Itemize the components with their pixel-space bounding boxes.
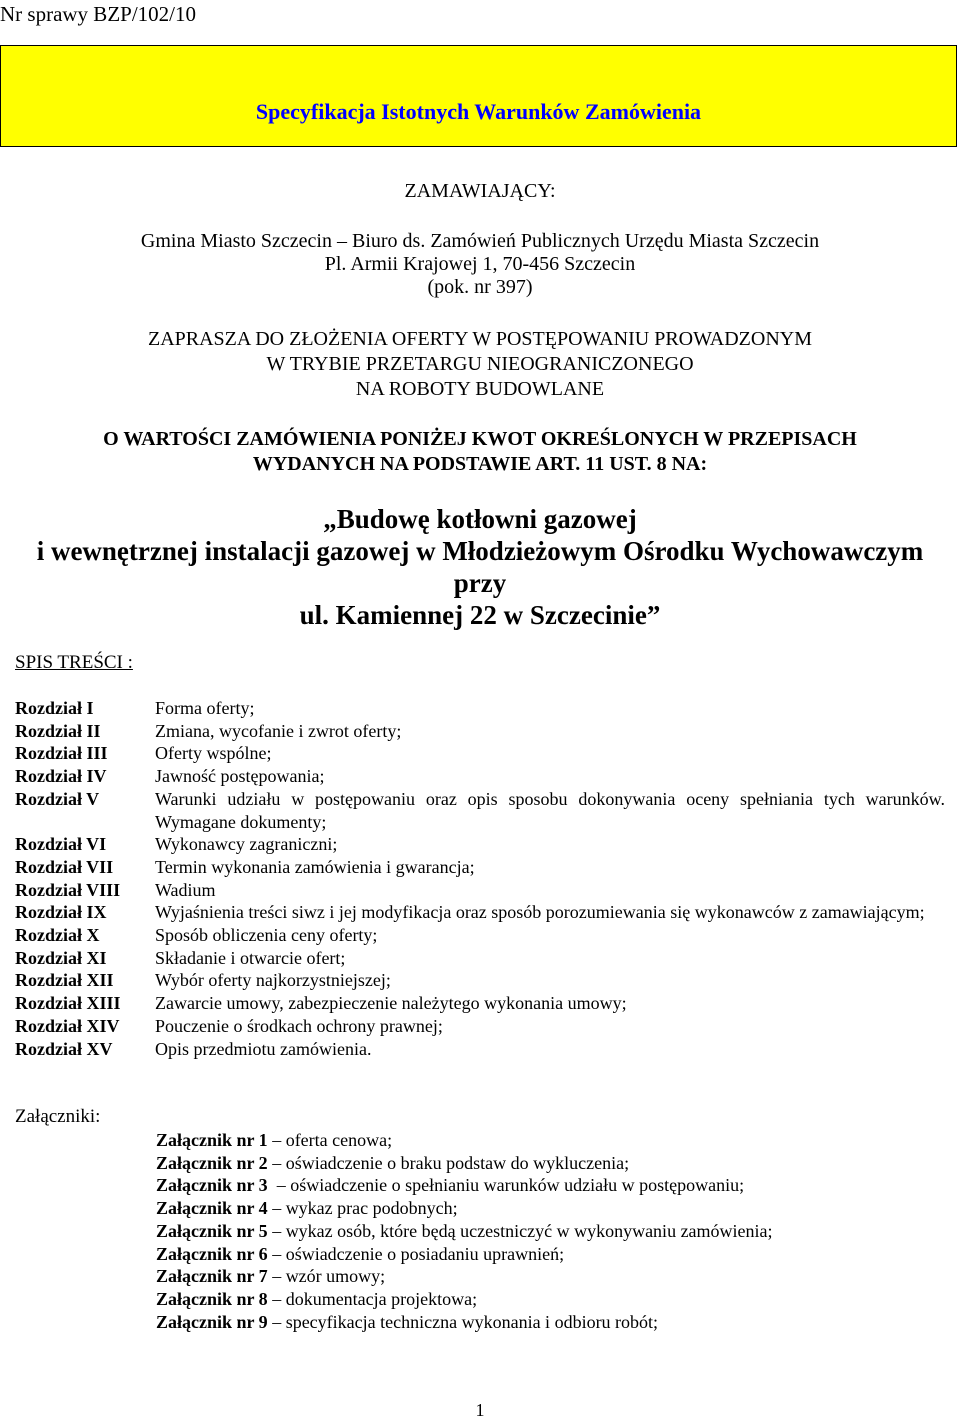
attachment-item	[156, 1265, 773, 1288]
toc-title: SPIS TREŚCI :	[15, 652, 133, 673]
toc-row	[15, 833, 945, 856]
invitation-line-2: W TRYBIE PRZETARGU NIEOGRANICZONEGO	[266, 353, 694, 375]
toc-row	[15, 879, 945, 902]
attachment-desc: wykaz prac podobnych;	[285, 1198, 458, 1219]
toc-row	[15, 992, 945, 1015]
attachment-desc: oświadczenie o braku podstaw do wykluczenia;	[285, 1152, 630, 1173]
attachment-item	[156, 1243, 773, 1266]
toc-row	[15, 901, 945, 924]
attachment-item	[156, 1152, 773, 1175]
toc-chapter: Rozdział VIII	[15, 879, 121, 900]
toc-desc: Warunki udziału w postępowaniu oraz opis sposobu dokonywania oceny spełniania tych warunków. Wymagane dokumenty;	[155, 788, 945, 832]
toc-desc: Opis przedmiotu zamówienia.	[155, 1038, 372, 1059]
attachment-sep: –	[267, 1152, 286, 1173]
toc-row	[15, 1038, 945, 1061]
toc-row	[15, 924, 945, 947]
page-number: 1	[475, 1400, 485, 1420]
attachment-desc: specyfikacja techniczna wykonania i odbioru robót;	[285, 1311, 659, 1332]
invitation-line-1: ZAPRASZA DO ZŁOŻENIA OFERTY W POSTĘPOWANIU PROWADZONYM	[147, 328, 812, 350]
toc-chapter: Rozdział X	[15, 925, 100, 946]
attachment-item	[156, 1129, 773, 1152]
attachment-item	[156, 1220, 773, 1243]
attachment-sep: –	[267, 1243, 286, 1264]
toc-desc: Wykonawcy zagraniczni;	[155, 834, 338, 855]
attachments-list	[156, 1129, 773, 1333]
toc-desc: Sposób obliczenia ceny oferty;	[155, 925, 378, 946]
attachment-item	[156, 1311, 773, 1334]
toc-row	[15, 856, 945, 879]
subject-line-4: ul. Kamiennej 22 w Szczecinie”	[299, 600, 661, 630]
document-title: Specyfikacja Istotnych Warunków Zamówienia	[255, 99, 702, 124]
attachment-label: Załącznik nr 6	[156, 1243, 268, 1264]
attachment-item	[156, 1174, 773, 1197]
toc-row	[15, 1015, 945, 1038]
attachment-label: Załącznik nr 8	[156, 1288, 268, 1309]
attachment-desc: wykaz osób, które będą uczestniczyć w wykonywaniu zamówienia;	[285, 1220, 773, 1241]
toc-chapter: Rozdział I	[15, 698, 94, 718]
ordering-party-name: Gmina Miasto Szczecin – Biuro ds. Zamówień Publicznych Urzędu Miasta Szczecin	[140, 230, 820, 252]
toc-desc: Oferty wspólne;	[155, 743, 272, 764]
toc-desc: Wybór oferty najkorzystniejszej;	[155, 970, 391, 991]
invitation-line-3: NA ROBOTY BUDOWLANE	[355, 378, 605, 400]
attachment-sep: –	[267, 1175, 291, 1196]
toc-desc: Forma oferty;	[155, 698, 255, 718]
toc-row	[15, 742, 945, 765]
toc-row	[15, 788, 945, 833]
toc-chapter: Rozdział III	[15, 743, 108, 764]
toc-chapter: Rozdział IX	[15, 902, 107, 923]
subject-line-2: i wewnętrznej instalacji gazowej w Młodzieżowym Ośrodku Wychowawczym	[36, 536, 924, 566]
toc-row	[15, 765, 945, 788]
toc-desc: Termin wykonania zamówienia i gwarancja;	[155, 856, 475, 877]
attachment-item	[156, 1197, 773, 1220]
attachment-item	[156, 1288, 773, 1311]
toc-chapter: Rozdział VI	[15, 834, 107, 855]
toc-chapter: Rozdział XV	[15, 1038, 113, 1059]
toc-row	[15, 720, 945, 743]
ordering-party-address: Pl. Armii Krajowej 1, 70-456 Szczecin	[324, 253, 636, 275]
toc-row	[15, 947, 945, 970]
attachment-desc: dokumentacja projektowa;	[285, 1288, 478, 1309]
subject-line-3: przy	[453, 568, 507, 598]
attachment-label: Załącznik nr 3	[156, 1175, 268, 1196]
attachment-sep: –	[267, 1288, 286, 1309]
toc-chapter: Rozdział XIV	[15, 1015, 120, 1036]
toc-chapter: Rozdział II	[15, 720, 101, 741]
attachment-sep: –	[267, 1130, 286, 1150]
toc-desc: Zawarcie umowy, zabezpieczenie należytego wykonania umowy;	[155, 993, 627, 1014]
attachment-label: Załącznik nr 2	[156, 1152, 268, 1173]
ordering-party-room: (pok. nr 397)	[427, 276, 533, 298]
attachment-sep: –	[267, 1198, 286, 1219]
toc-row	[15, 697, 945, 720]
toc-chapter: Rozdział V	[15, 788, 100, 809]
attachment-label: Załącznik nr 1	[156, 1130, 268, 1150]
attachment-label: Załącznik nr 7	[156, 1266, 268, 1287]
attachment-desc: oświadczenie o posiadaniu uprawnień;	[285, 1243, 565, 1264]
attachments-title: Załączniki:	[15, 1106, 101, 1127]
case-number: Nr sprawy BZP/102/10	[0, 2, 196, 26]
table-of-contents	[15, 697, 945, 1060]
attachment-sep: –	[267, 1266, 286, 1287]
toc-chapter: Rozdział VII	[15, 856, 114, 877]
toc-desc: Wyjaśnienia treści siwz i jej modyfikacja oraz sposób porozumiewania się wykonawców z zamawiającym;	[155, 902, 925, 923]
attachment-sep: –	[267, 1220, 286, 1241]
toc-desc: Wadium	[155, 879, 216, 900]
subject-line-1: „Budowę kotłowni gazowej	[323, 504, 637, 534]
toc-desc: Jawność postępowania;	[155, 766, 325, 787]
toc-desc: Pouczenie o środkach ochrony prawnej;	[155, 1015, 443, 1036]
toc-chapter: Rozdział XI	[15, 947, 107, 968]
toc-chapter: Rozdział IV	[15, 766, 107, 787]
attachment-sep: –	[267, 1311, 286, 1332]
ordering-party-label: ZAMAWIAJĄCY:	[404, 180, 556, 202]
toc-desc: Składanie i otwarcie ofert;	[155, 947, 346, 968]
attachment-desc: oświadczenie o spełnianiu warunków udziału w postępowaniu;	[290, 1175, 745, 1196]
value-clause-line-1: O WARTOŚCI ZAMÓWIENIA PONIŻEJ KWOT OKREŚLONYCH W PRZEPISACH	[103, 428, 857, 450]
attachment-desc: oferta cenowa;	[285, 1130, 393, 1150]
attachment-label: Załącznik nr 5	[156, 1220, 268, 1241]
attachment-label: Załącznik nr 9	[156, 1311, 268, 1332]
toc-chapter: Rozdział XII	[15, 970, 114, 991]
toc-chapter: Rozdział XIII	[15, 993, 121, 1014]
title-box	[0, 45, 957, 147]
attachment-label: Załącznik nr 4	[156, 1198, 268, 1219]
value-clause-line-2: WYDANYCH NA PODSTAWIE ART. 11 UST. 8 NA:	[252, 453, 708, 475]
toc-desc: Zmiana, wycofanie i zwrot oferty;	[155, 720, 402, 741]
attachment-desc: wzór umowy;	[285, 1266, 386, 1287]
toc-row	[15, 969, 945, 992]
